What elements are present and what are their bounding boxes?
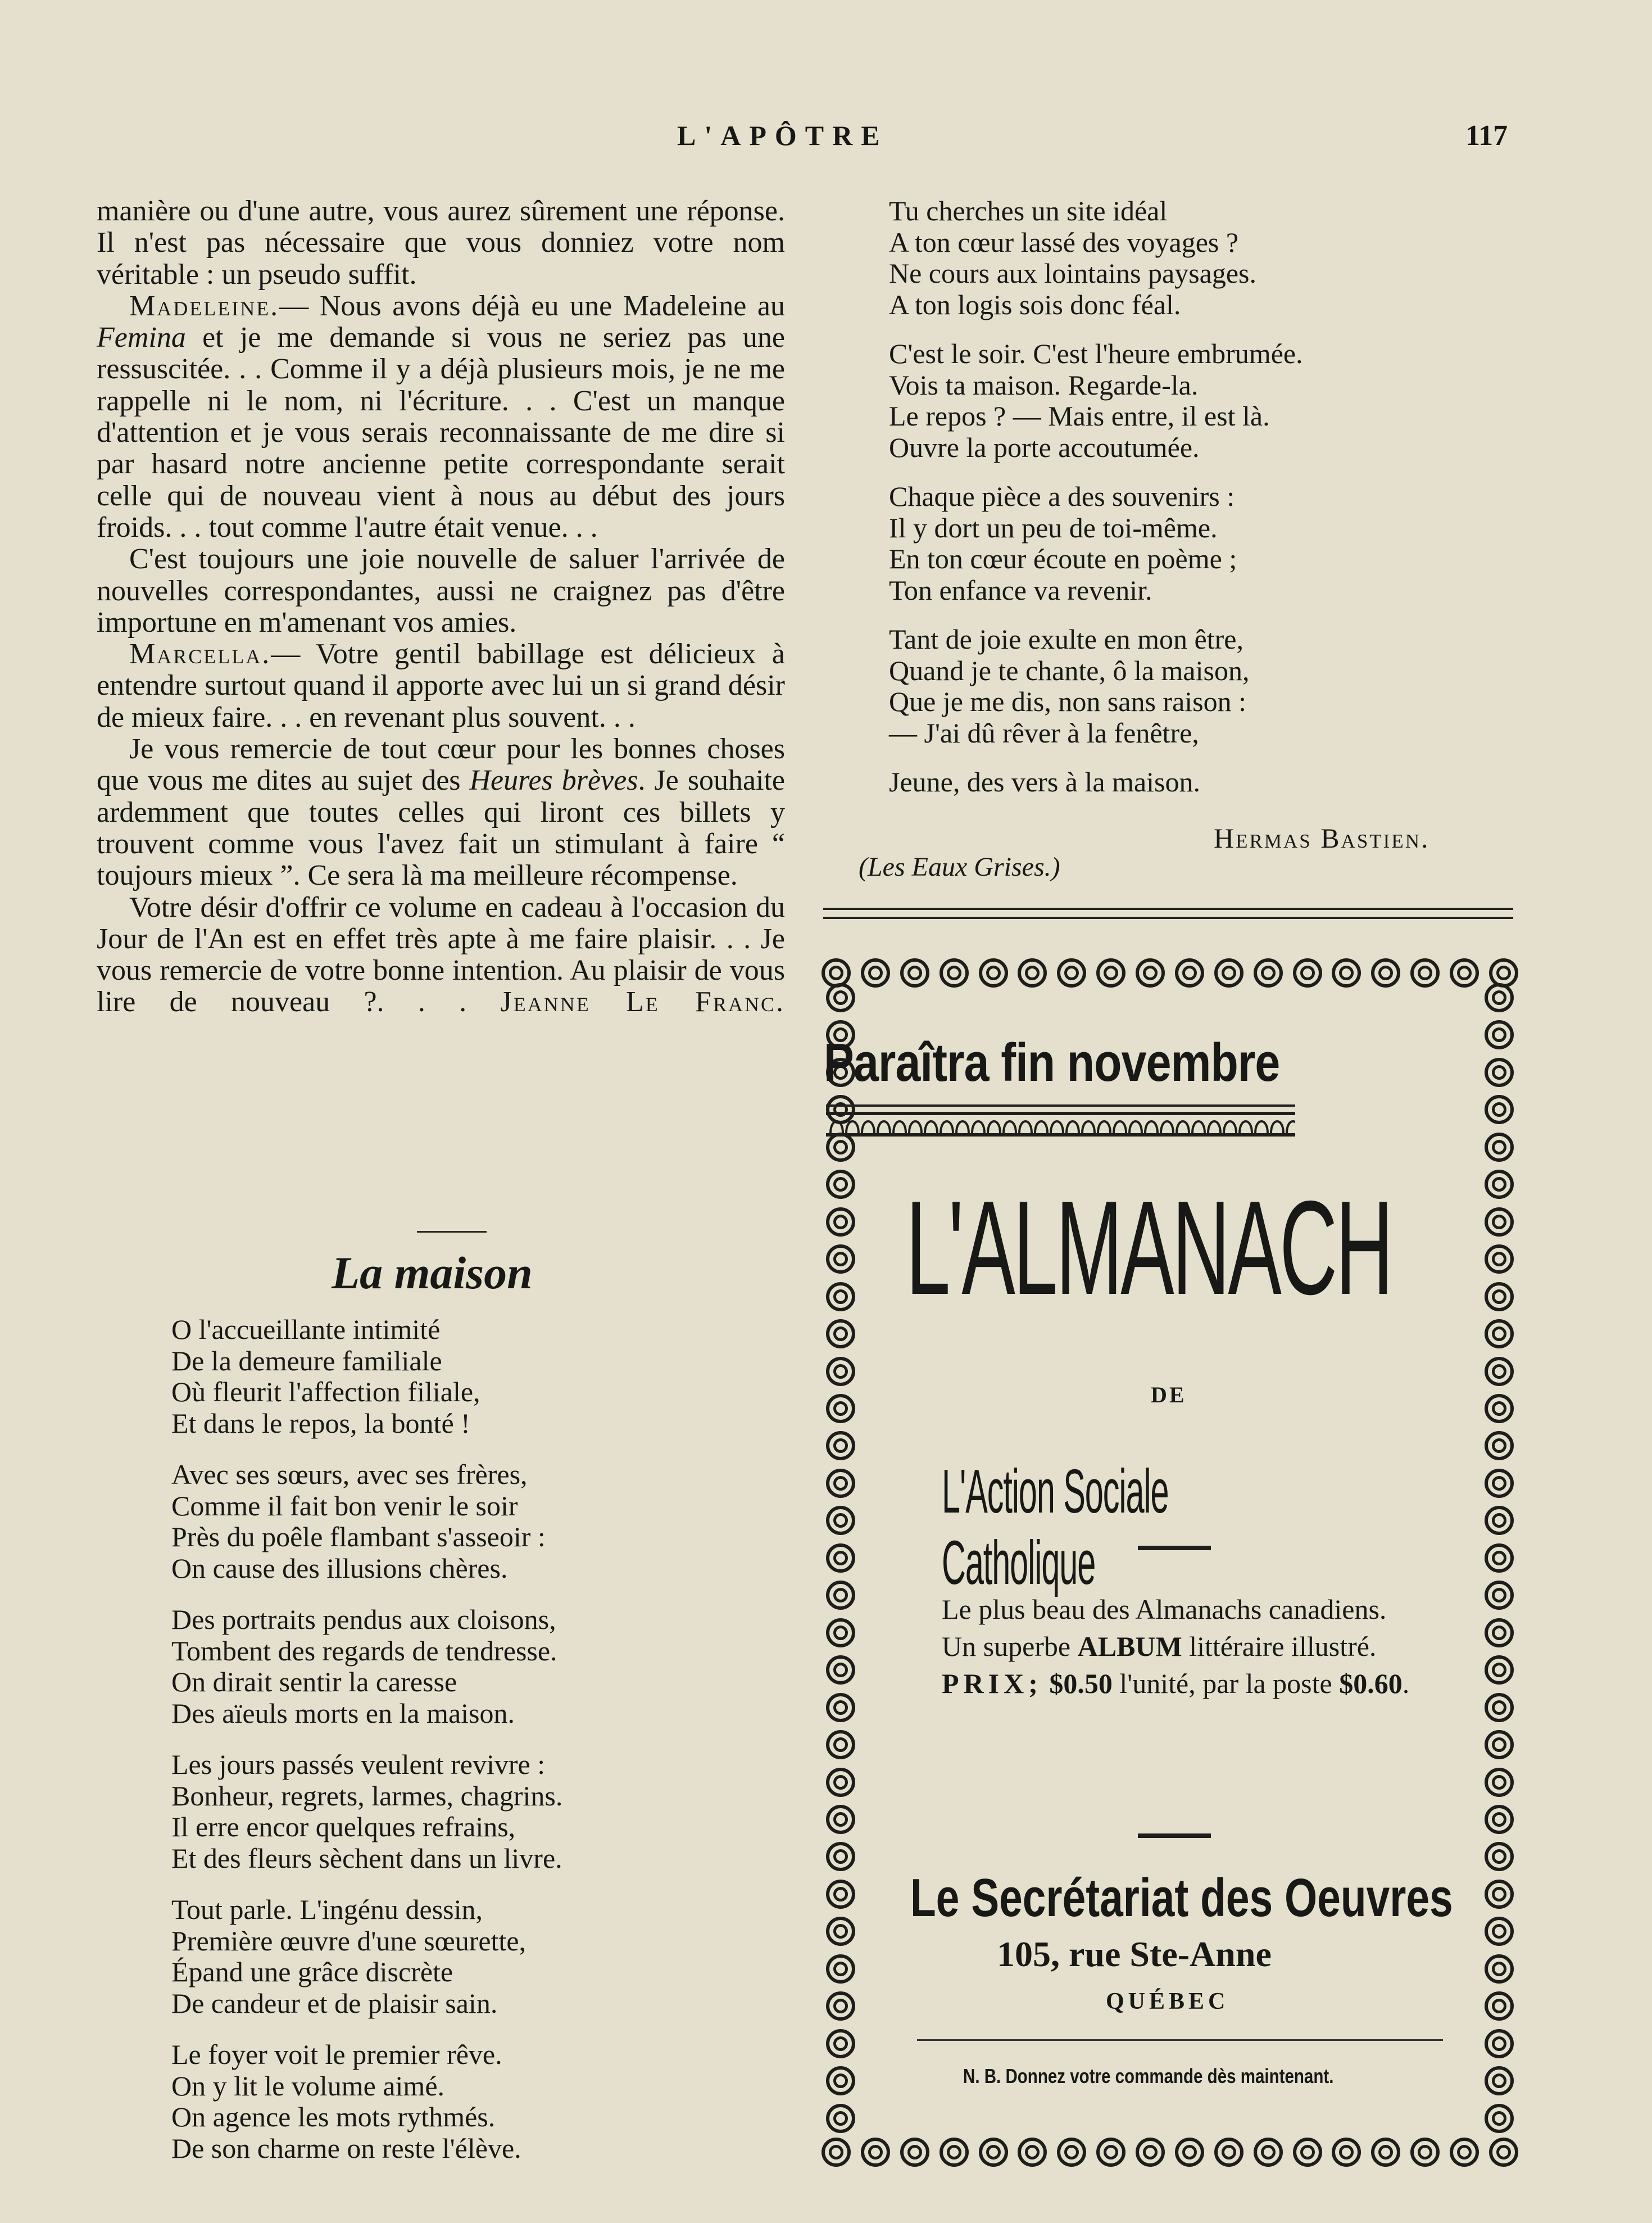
poem-line: Près du poêle flambant s'asseoir : <box>171 1521 546 1552</box>
poem-line: Tant de joie exulte en mon être, <box>889 623 1243 655</box>
poem-author: Hermas Bastien. <box>1214 822 1430 854</box>
poem-line: Ne cours aux lointains paysages. <box>889 257 1257 289</box>
poem-line: Et des fleurs sèchent dans un livre. <box>171 1842 562 1874</box>
ring-ornament-icon <box>826 1357 855 1386</box>
ring-ornament-icon <box>826 1282 855 1311</box>
poem-line: Et dans le repos, la bonté ! <box>171 1407 470 1439</box>
poem-line: On dirait sentir la caresse <box>171 1666 457 1697</box>
fringe-loop <box>893 1121 906 1133</box>
ring-ornament-icon <box>1485 1431 1514 1460</box>
poem-line: Où fleurit l'affection filiale, <box>171 1376 480 1407</box>
poem-line: Jeune, des vers à la maison. <box>889 766 1201 798</box>
fringe-loop <box>1004 1121 1016 1133</box>
poem-line: A ton cœur lassé des voyages ? <box>889 226 1239 258</box>
ring-ornament-icon <box>1332 958 1361 988</box>
fringe-loop <box>909 1121 922 1133</box>
fringe-loop <box>1114 1121 1126 1133</box>
ring-ornament-icon <box>1485 2066 1514 2095</box>
poem-line: On cause des illusions chères. <box>171 1552 508 1584</box>
ring-ornament-icon <box>1485 1730 1514 1759</box>
ring-ornament-icon <box>826 2104 855 2133</box>
ring-ornament-icon <box>826 1581 855 1610</box>
correspondence-paragraph: manière ou d'une autre, vous aurez sûrement une réponse. Il n'est pas nécessaire que vous donniez votre nom véritable : un pseudo suffit. <box>97 195 785 291</box>
poem-stanza <box>171 1894 562 2019</box>
ring-ornament-icon <box>1485 1058 1514 1087</box>
ring-ornament-icon <box>1485 1282 1514 1311</box>
description-line: Un superbe ALBUM littéraire illustré. <box>942 1631 1377 1662</box>
fringe-loop <box>1066 1121 1079 1133</box>
poem-right-column <box>889 196 1303 816</box>
poem-line: Épand une grâce discrète <box>171 1956 453 1987</box>
poem-line: Quand je te chante, ô la maison, <box>889 654 1250 686</box>
album-word: ALBUM <box>1077 1631 1182 1662</box>
almanach-description <box>908 1591 1441 1702</box>
fringe-loop <box>988 1121 1000 1133</box>
poem-stanza <box>171 1314 562 1439</box>
ring-ornament-icon <box>826 1244 855 1274</box>
ring-ornament-icon <box>826 1170 855 1199</box>
ad-rule <box>1138 1546 1211 1550</box>
fringe-loop <box>878 1121 890 1133</box>
description-line: Le plus beau des Almanachs canadiens. <box>942 1593 1387 1625</box>
ring-ornament-icon <box>1214 2138 1243 2167</box>
fringe-loop <box>1192 1121 1205 1133</box>
ornament-fringe <box>826 1112 1295 1137</box>
almanach-title: L'ALMANACH <box>906 1174 1392 1323</box>
ring-ornament-icon <box>822 2138 851 2167</box>
fringe-loop <box>1129 1121 1142 1133</box>
fringe-loop <box>1224 1121 1236 1133</box>
poem-stanza <box>171 1604 562 1729</box>
poem-line: O l'accueillante intimité <box>171 1314 441 1345</box>
ring-ornament-icon <box>826 1805 855 1834</box>
poem-line: Chaque pièce a des souvenirs : <box>889 481 1235 512</box>
ring-ornament-icon <box>826 1543 855 1573</box>
ring-ornament-icon <box>1485 1618 1514 1647</box>
correspondence-paragraph: Je vous remercie de tout cœur pour les bonnes choses que vous me dites au sujet des Heures brèves. Je souhaite ardemment que toutes celles qui liront ces billets y trouvent comme vous l'avez fait un stimulant à faire “ toujours mieux ”. Ce sera là ma meilleure récompense. <box>97 733 786 892</box>
poem-stanza <box>889 624 1303 749</box>
publication-title: Femina <box>97 322 186 354</box>
poem-line: Les jours passés veulent revivre : <box>171 1749 546 1780</box>
poem-line: — J'ai dû rêver à la fenêtre, <box>889 717 1199 749</box>
fringe-loop <box>1177 1121 1189 1133</box>
ring-ornament-icon <box>1136 2138 1165 2167</box>
fringe-loop <box>1098 1121 1110 1133</box>
ring-ornament-icon <box>1175 2138 1204 2167</box>
fringe-loop <box>862 1121 874 1133</box>
correspondent-name: Marcella. <box>129 638 271 671</box>
ring-ornament-icon <box>1057 2138 1086 2167</box>
ring-ornament-icon <box>826 1880 855 1909</box>
poem-line: A ton logis sois donc féal. <box>889 288 1181 320</box>
ring-ornament-icon <box>826 1991 855 2021</box>
fringe-loop <box>1145 1121 1158 1133</box>
ring-ornament-icon <box>900 2138 929 2167</box>
ring-ornament-icon <box>1485 1842 1514 1871</box>
ring-ornament-icon <box>1485 983 1514 1012</box>
poem-line: Le foyer voit le premier rêve. <box>171 2039 502 2070</box>
poem-line: Il y dort un peu de toi-même. <box>889 511 1218 544</box>
ring-ornament-icon <box>826 1319 855 1348</box>
poem-line: Avec ses sœurs, avec ses frères, <box>171 1459 528 1490</box>
fringe-loop <box>1271 1121 1283 1133</box>
reply-madeleine: Madeleine.— Nous avons déjà eu une Madeleine au Femina et je me demande si vous ne seriez pas une ressuscitée. . . Comme il y a déjà plusieurs mois, je ne me rappelle ni le nom, ni l'écriture. . . C'est un manque d'attention et je vous serais reconnaissante de me dire si par hasard notre ancienne petite correspondante serait celle qui de nouveau vient à nous au début des jours froids. . . tout comme l'autre était venue. . . <box>97 289 785 544</box>
correspondence-column <box>97 196 785 1018</box>
ring-ornament-icon <box>826 983 855 1012</box>
publisher-city: QUÉBEC <box>1106 1989 1229 2014</box>
poem-line: Tout parle. L'ingénu dessin, <box>171 1894 483 1925</box>
ring-ornament-icon <box>1175 958 1204 988</box>
ring-ornament-icon <box>1485 1805 1514 1834</box>
double-rule-bottom <box>823 917 1513 919</box>
ring-ornament-icon <box>1332 2138 1361 2167</box>
ring-ornament-icon <box>826 1842 855 1871</box>
poem-line: Tombent des regards de tendresse. <box>171 1635 557 1667</box>
fringe-loop <box>846 1121 859 1133</box>
ring-ornament-icon <box>826 1730 855 1759</box>
ring-ornament-icon <box>1485 1768 1514 1797</box>
ring-ornament-icon <box>1485 1693 1514 1722</box>
ornament-border-right <box>1480 983 1518 2133</box>
poem-line: Il erre encor quelques refrains, <box>171 1811 516 1842</box>
poem-line: Que je me dis, non sans raison : <box>889 686 1247 717</box>
poem-line: De la demeure familiale <box>171 1344 442 1377</box>
fringe-loop <box>1051 1121 1063 1133</box>
fringe-loop <box>1240 1121 1252 1133</box>
ring-ornament-icon <box>1485 1170 1514 1199</box>
poem-line: De candeur et de plaisir sain. <box>171 1987 498 2019</box>
book-title: Heures brèves <box>469 764 638 797</box>
ring-ornament-icon <box>1485 2029 1514 2058</box>
fringe-loop <box>956 1121 969 1133</box>
poem-line: C'est le soir. C'est l'heure embrumée. <box>889 338 1303 369</box>
publisher-name: Le Secrétariat des Oeuvres <box>910 1868 1453 1928</box>
correspondence-paragraph: C'est toujours une joie nouvelle de saluer l'arrivée de nouvelles correspondantes, aussi ne craignez pas d'être importune en m'amenant vos amies. <box>97 543 785 639</box>
ring-ornament-icon <box>826 1506 855 1535</box>
ring-ornament-icon <box>1485 1655 1514 1685</box>
fringe-loop <box>1255 1121 1268 1133</box>
ring-ornament-icon <box>826 1917 855 1946</box>
ring-ornament-icon <box>979 958 1008 988</box>
poem-stanza <box>171 2039 562 2164</box>
fringe-loop <box>1161 1121 1173 1133</box>
ring-ornament-icon <box>826 1469 855 1498</box>
ring-ornament-icon <box>826 1693 855 1722</box>
fringe-loop <box>1019 1121 1032 1133</box>
page-number: 117 <box>1465 120 1508 152</box>
ring-ornament-icon <box>1485 1506 1514 1535</box>
reply-marcella: Marcella.— Votre gentil babillage est délicieux à entendre surtout quand il apporte avec lui un si grand désir de mieux faire. . . en revenant plus souvent. . . <box>97 638 785 734</box>
poem-stanza <box>171 1749 562 1874</box>
poem-line: En ton cœur écoute en poème ; <box>889 543 1237 574</box>
fringe-loop <box>972 1121 984 1133</box>
fringe-loop <box>1035 1121 1047 1133</box>
correspondent-name: Madeleine. <box>129 289 280 322</box>
poem-line: Ouvre la porte accoutumée. <box>889 431 1200 463</box>
fringe-loop <box>1208 1121 1220 1133</box>
ring-ornament-icon <box>826 2029 855 2058</box>
ring-ornament-icon <box>1485 1207 1514 1237</box>
ring-ornament-icon <box>1485 1991 1514 2021</box>
ring-ornament-icon <box>1485 1543 1514 1573</box>
price-line: PRIX; $0.50 l'unité, par la poste $0.60. <box>942 1668 1410 1699</box>
ring-ornament-icon <box>1018 958 1047 988</box>
ring-ornament-icon <box>1485 1319 1514 1348</box>
poem-line: Des portraits pendus aux cloisons, <box>171 1604 556 1635</box>
poem-stanza <box>889 481 1303 606</box>
poem-line: Première œuvre d'une sœurette, <box>171 1925 527 1957</box>
ring-ornament-icon <box>1485 1880 1514 1909</box>
ring-ornament-icon <box>1214 958 1243 988</box>
headline-rule <box>826 1104 1295 1107</box>
poem-line: On agence les mots rythmés. <box>171 2101 496 2133</box>
correspondence-closing: Votre désir d'offrir ce volume en cadeau à l'occasion du Jour de l'An est en effet très apte à me faire plaisir. . . Je vous remercie de votre bonne intention. Au plaisir de vous lire de nouveau ?. . . Jeanne Le Franc. <box>97 891 785 1018</box>
ring-ornament-icon <box>1096 2138 1125 2167</box>
poem-line: Bonheur, regrets, larmes, chagrins. <box>171 1780 563 1812</box>
poem-stanza <box>889 338 1303 463</box>
ring-ornament-icon <box>826 1954 855 1984</box>
poem-line: De son charme on reste l'élève. <box>171 2132 521 2164</box>
ring-ornament-icon <box>1371 2138 1400 2167</box>
almanach-subtitle: L'Action Sociale Catholique <box>942 1457 1169 1597</box>
poem-line: On y lit le volume aimé. <box>171 2070 445 2102</box>
ring-ornament-icon <box>1485 1357 1514 1386</box>
poem-line: Ton enfance va revenir. <box>889 574 1152 606</box>
ring-ornament-icon <box>1410 2138 1440 2167</box>
ring-ornament-icon <box>1485 1394 1514 1423</box>
ring-ornament-icon <box>826 1618 855 1647</box>
ring-ornament-icon <box>979 2138 1008 2167</box>
ring-ornament-icon <box>826 1207 855 1237</box>
fringe-loop <box>830 1121 843 1133</box>
poem-stanza <box>889 196 1303 320</box>
ring-ornament-icon <box>1450 958 1479 988</box>
ring-ornament-icon <box>826 1655 855 1685</box>
ring-ornament-icon <box>861 958 890 988</box>
poem-line: Comme il fait bon venir le soir <box>171 1489 518 1522</box>
poem-line: Des aïeuls morts en la maison. <box>171 1697 515 1729</box>
ring-ornament-icon <box>1450 2138 1479 2167</box>
ring-ornament-icon <box>1254 958 1283 988</box>
fringe-loop <box>941 1121 953 1133</box>
ring-ornament-icon <box>826 1768 855 1797</box>
poem-left-column <box>171 1314 562 2184</box>
ring-ornament-icon <box>1057 958 1086 988</box>
ring-ornament-icon <box>900 958 929 988</box>
poem-line: Vois ta maison. Regarde-la. <box>889 369 1199 401</box>
almanach-de: DE <box>1151 1382 1187 1407</box>
ornament-border-top <box>822 954 1518 992</box>
journal-title: L'APÔTRE <box>677 120 888 151</box>
ring-ornament-icon <box>1485 1581 1514 1610</box>
ring-ornament-icon <box>1485 1020 1514 1049</box>
ring-ornament-icon <box>1096 958 1125 988</box>
ring-ornament-icon <box>826 1394 855 1423</box>
ring-ornament-icon <box>1485 2104 1514 2133</box>
ring-ornament-icon <box>861 2138 890 2167</box>
price-post: $0.60 <box>1339 1668 1403 1699</box>
ornament-border-left <box>822 983 860 2133</box>
fringe-loop <box>925 1121 937 1133</box>
ring-ornament-icon <box>1293 958 1322 988</box>
fringe-loop <box>1287 1121 1295 1133</box>
ring-ornament-icon <box>940 2138 969 2167</box>
poem-line: Tu cherches un site idéal <box>889 195 1168 227</box>
ring-ornament-icon <box>1485 1095 1514 1124</box>
poem-stanza <box>171 1459 562 1584</box>
order-note: N. B. Donnez votre commande dès maintenant. <box>963 2064 1334 2088</box>
poem-title: La maison <box>332 1247 533 1298</box>
note-rule <box>917 2039 1443 2041</box>
ring-ornament-icon <box>940 958 969 988</box>
ring-ornament-icon <box>826 1133 855 1162</box>
ring-ornament-icon <box>1371 958 1400 988</box>
ring-ornament-icon <box>1485 1917 1514 1946</box>
signature: Jeanne Le Franc. <box>500 986 785 1018</box>
ring-ornament-icon <box>1485 1469 1514 1498</box>
section-divider <box>417 1231 487 1233</box>
ring-ornament-icon <box>1136 958 1165 988</box>
ring-ornament-icon <box>1485 1954 1514 1984</box>
ring-ornament-icon <box>1018 2138 1047 2167</box>
ring-ornament-icon <box>826 2066 855 2095</box>
double-rule-top <box>823 908 1513 910</box>
fringe-loop <box>1082 1121 1095 1133</box>
ring-ornament-icon <box>1485 1133 1514 1162</box>
poem-line: Le repos ? — Mais entre, il est là. <box>889 400 1270 432</box>
price-unit: $0.50 <box>1049 1668 1113 1699</box>
ring-ornament-icon <box>826 1431 855 1460</box>
ring-ornament-icon <box>1410 958 1440 988</box>
ring-ornament-icon <box>1254 2138 1283 2167</box>
ring-ornament-icon <box>1489 2138 1518 2167</box>
publisher-address: 105, rue Ste-Anne <box>997 1934 1272 1974</box>
poem-stanza <box>889 767 1303 798</box>
ring-ornament-icon <box>1485 1244 1514 1274</box>
ad-headline: Paraîtra fin novembre <box>824 1033 1280 1093</box>
ring-ornament-icon <box>1293 2138 1322 2167</box>
poem-source: (Les Eaux Grises.) <box>859 852 1060 882</box>
ornament-border-bottom <box>822 2133 1518 2171</box>
ad-rule <box>1138 1833 1211 1838</box>
